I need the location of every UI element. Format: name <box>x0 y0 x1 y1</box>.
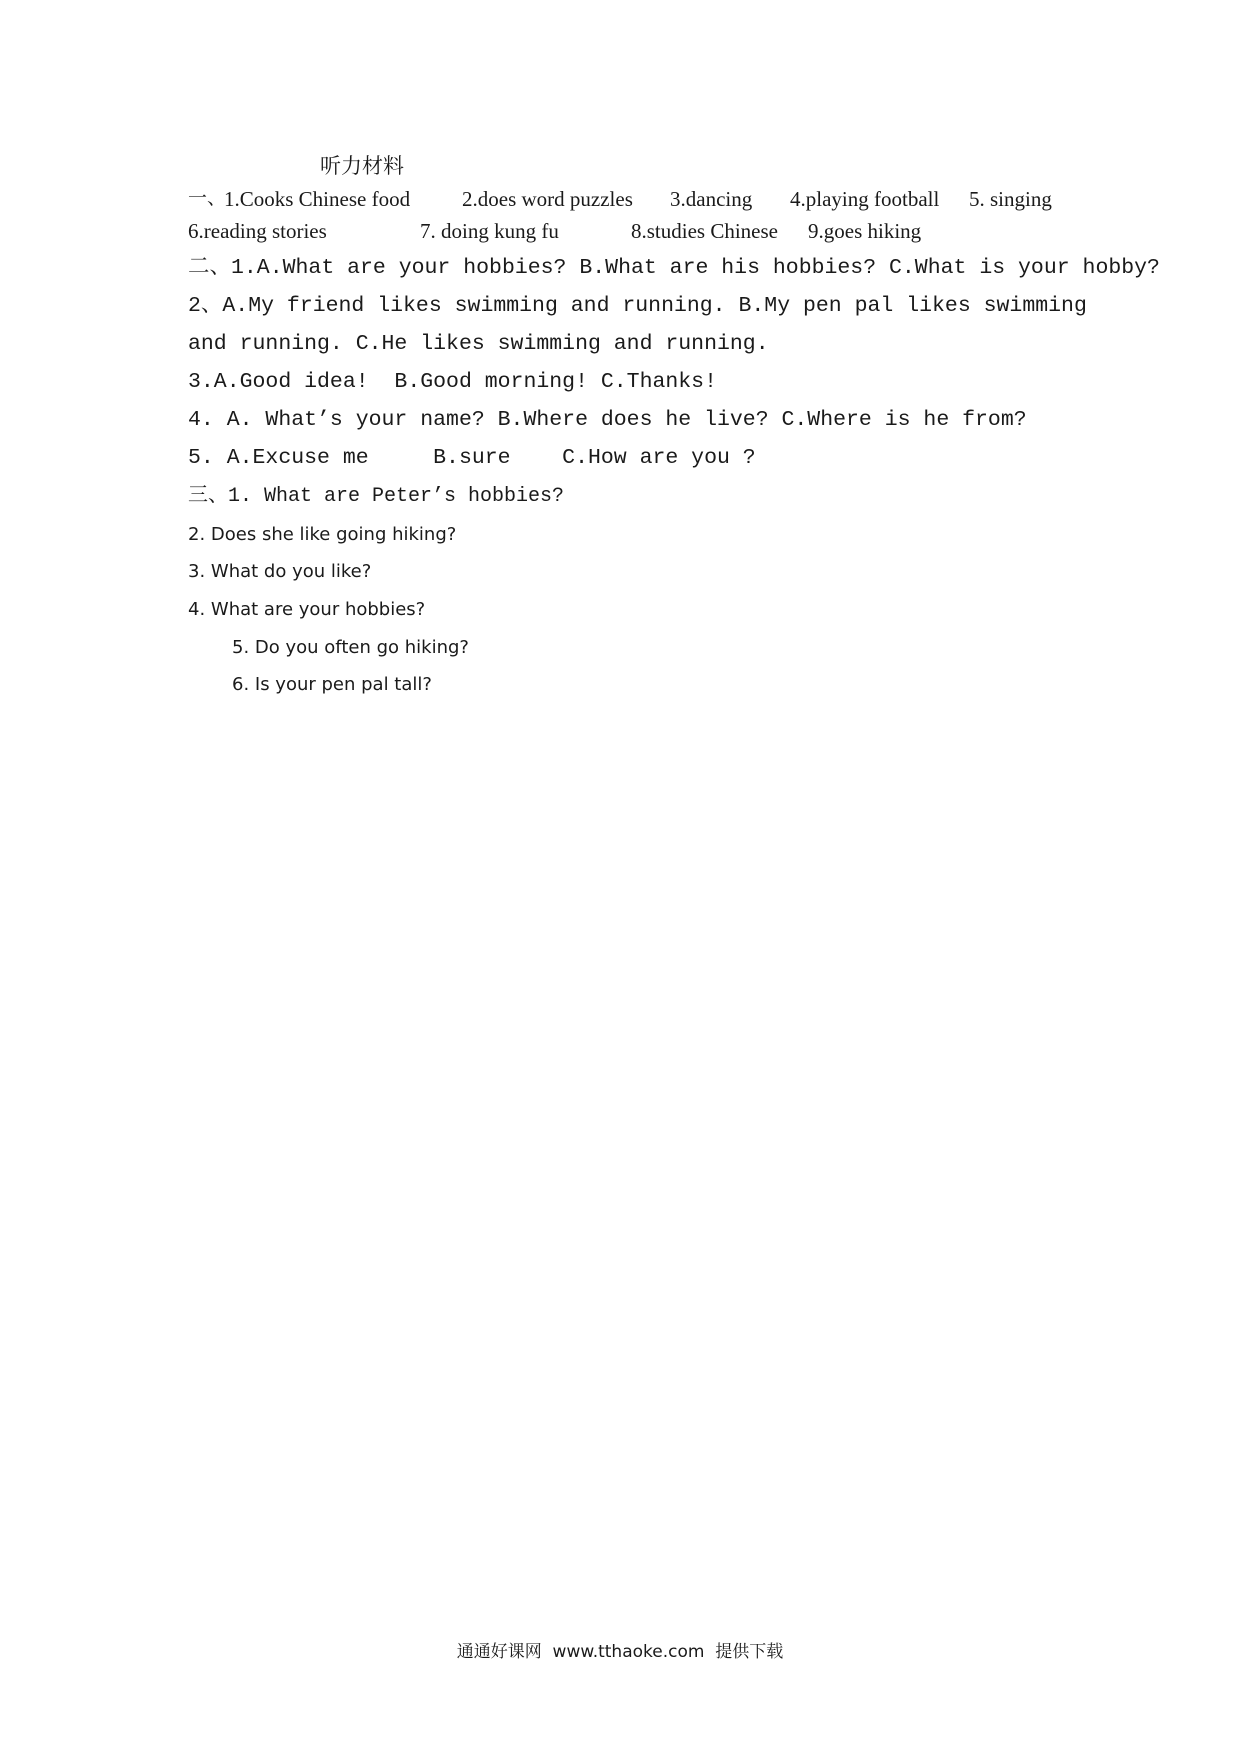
page-title: 听力材料 <box>320 154 404 178</box>
section2-line: 2、A.My friend likes swimming and running. B.My pen pal likes swimming <box>188 294 1087 318</box>
section1-item: 5. singing <box>969 187 1052 211</box>
footer-credit: 通通好课网 www.tthaoke.com 提供下载 <box>456 1642 784 1662</box>
section2-line: 4. A. What’s your name? B.Where does he live? C.Where is he from? <box>188 408 1027 432</box>
section1-prefix: 一、 <box>188 187 227 209</box>
section1-item: 2.does word puzzles <box>462 187 633 211</box>
section1-item: 9.goes hiking <box>808 219 922 243</box>
section1-item: 1.Cooks Chinese food <box>224 187 411 211</box>
section1-item: 3.dancing <box>670 187 753 211</box>
section1-item: 7. doing kung fu <box>420 219 559 243</box>
section1-item: 6.reading stories <box>188 219 327 243</box>
section1-row1 <box>188 189 1058 213</box>
section1-item: 8.studies Chinese <box>631 219 778 243</box>
section3-line: 2. Does she like going hiking? <box>188 524 457 545</box>
section3-line: 4. What are your hobbies? <box>188 599 426 620</box>
section2-line: 二、1.A.What are your hobbies? B.What are his hobbies? C.What is your hobby? <box>188 256 1160 280</box>
section3-line: 三、1. What are Peter’s hobbies? <box>188 485 565 508</box>
section2-line: 5. A.Excuse me B.sure C.How are you ? <box>188 446 756 470</box>
section2-line: 3.A.Good idea! B.Good morning! C.Thanks! <box>188 370 717 394</box>
section3-line: 6. Is your pen pal tall? <box>232 674 432 695</box>
section1-row2 <box>188 221 1058 245</box>
section2-line: and running. C.He likes swimming and running. <box>188 332 769 356</box>
section1-item: 4.playing football <box>790 187 940 211</box>
section3-line: 3. What do you like? <box>188 561 372 582</box>
section3-line: 5. Do you often go hiking? <box>232 637 469 658</box>
